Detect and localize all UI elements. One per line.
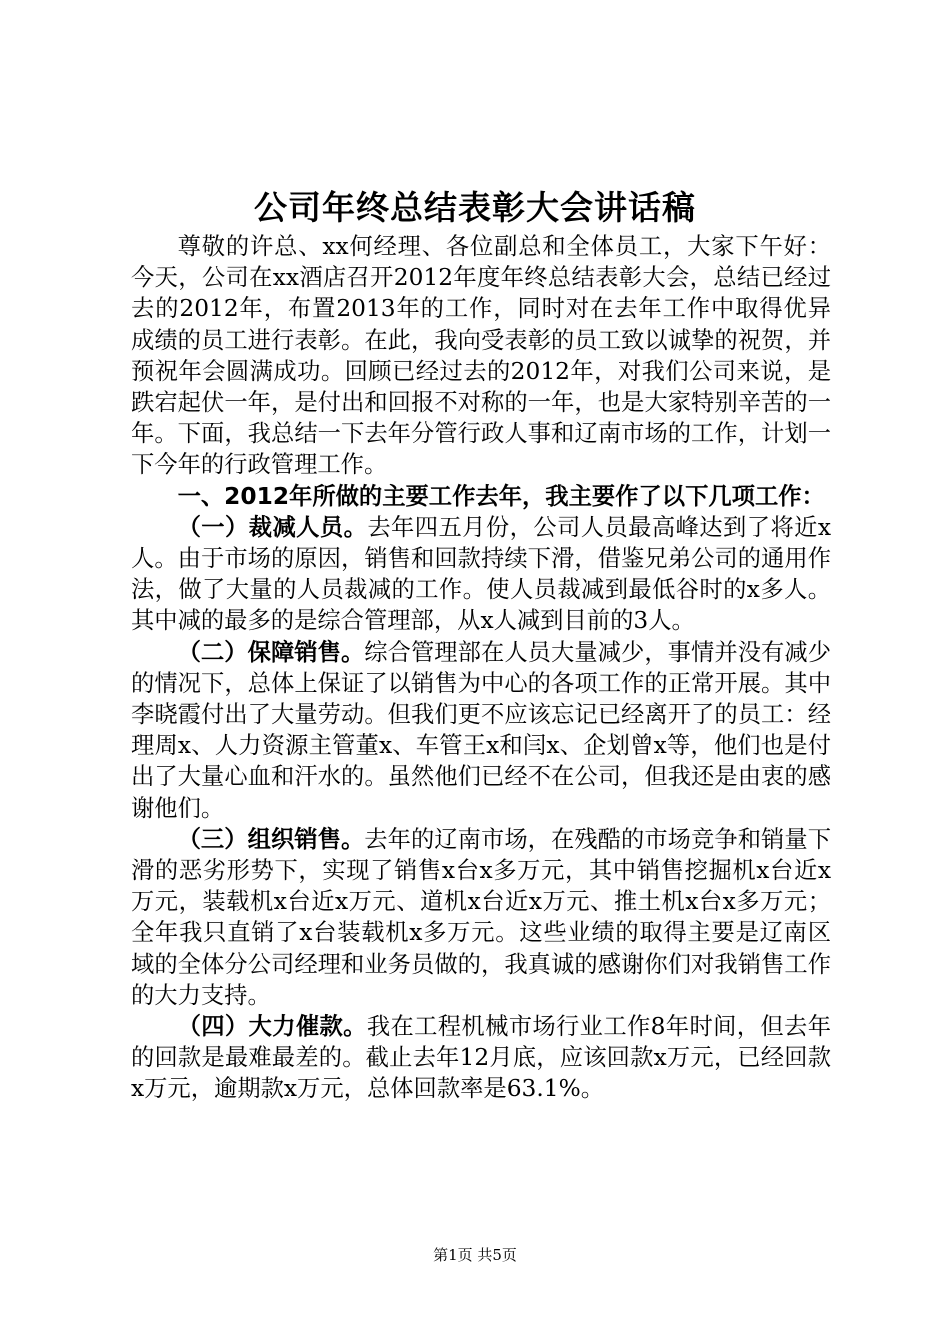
item-paragraph-1 [131,512,831,637]
page-footer: 第1页 共5页 [433,1246,517,1264]
item-lead: （一）裁减人员。 [177,513,368,541]
document-body [131,231,831,1105]
section-heading: 一、2012年所做的主要工作去年，我主要作了以下几项工作： [177,482,825,510]
item-paragraph-2 [131,637,831,824]
document-title: 公司年终总结表彰大会讲话稿 [254,188,696,227]
item-lead: （三）组织销售。 [177,825,365,853]
item-text: 去年四五月份，公司人员最高峰达到了将近x人。由于市场的原因，销售和回款持续下滑，借鉴兄弟公司的通用作法，做了大量的人员裁减的工作。使人员裁减到最低谷时的x多人。其中减的最多的是综合管理部，从x人减到目前的3人。 [131,513,832,635]
item-paragraph-3 [131,824,831,1011]
item-text: 综合管理部在人员大量减少，事情并没有减少的情况下，总体上保证了以销售为中心的各项工作的正常开展。其中李晓霞付出了大量劳动。但我们更不应该忘记已经离开了的员工：经理周x、人力资源主管董x、车管王x和闫x、企划曾x等，他们也是付出了大量心血和汗水的。虽然他们已经不在公司，但我还是由衷的感谢他们。 [131,638,832,822]
item-text: 我在工程机械市场行业工作8年时间，但去年的回款是最难最差的。截止去年12月底，应该回款x万元，已经回款x万元，逾期款x万元，总体回款率是63.1%。 [131,1013,832,1103]
item-lead: （二）保障销售。 [177,638,365,666]
item-lead: （四）大力催款。 [177,1013,367,1041]
intro-paragraph: 尊敬的许总、xx何经理、各位副总和全体员工，大家下午好：今天，公司在xx酒店召开2012年度年终总结表彰大会，总结已经过去的2012年，布置2013年的工作，同时对在去年工作中取得优异成绩的员工进行表彰。在此，我向受表彰的员工致以诚挚的祝贺，并预祝年会圆满成功。回顾已经过去的2012年，对我们公司来说，是跌宕起伏一年，是付出和回报不对称的一年，也是大家特别辛苦的一年。下面，我总结一下去年分管行政人事和辽南市场的工作，计划一下今年的行政管理工作。 [131,233,831,479]
item-paragraph-4 [131,1011,831,1105]
item-text: 去年的辽南市场，在残酷的市场竞争和销量下滑的恶劣形势下，实现了销售x台x多万元，其中销售挖掘机x台近x万元，装载机x台近x万元、道机x台近x万元、推土机x台x多万元；全年我只直销了x台装载机x多万元。这些业绩的取得主要是辽南区域的全体分公司经理和业务员做的，我真诚的感谢你们对我销售工作的大力支持。 [131,825,832,1009]
